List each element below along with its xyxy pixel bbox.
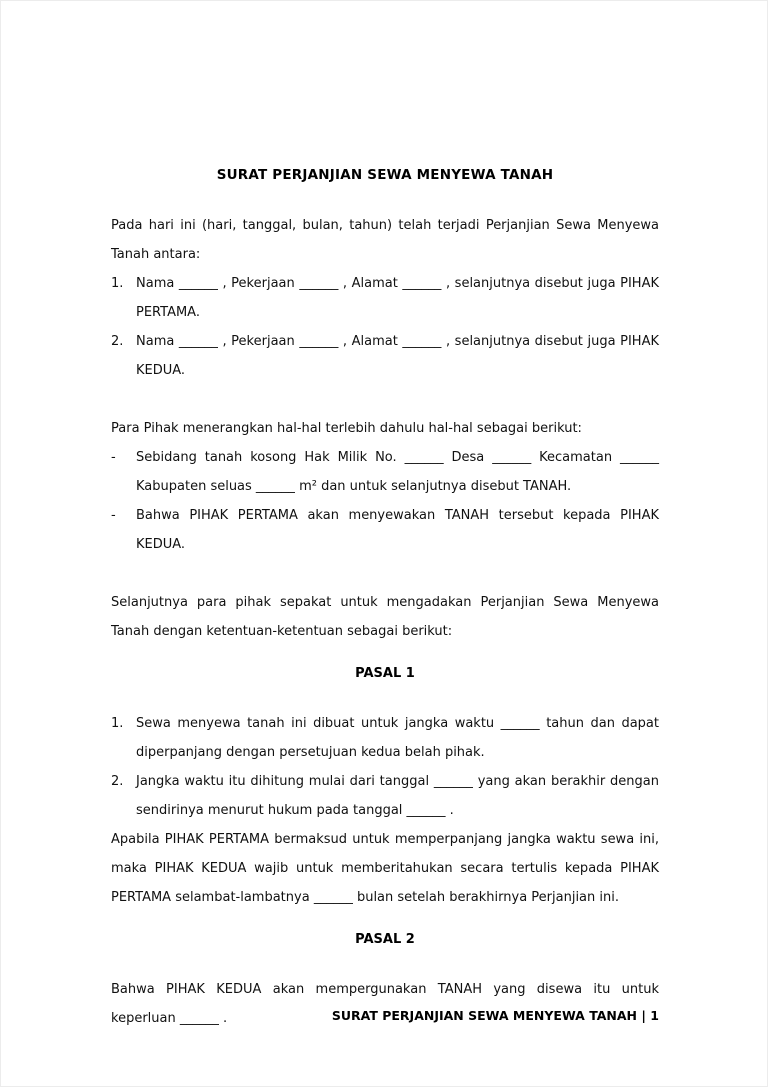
party-item-1 bbox=[111, 269, 659, 327]
party-1-marker: 1. bbox=[111, 276, 124, 291]
pasal-1-item-1-marker: 1. bbox=[111, 716, 124, 731]
recital-item-2 bbox=[111, 501, 659, 559]
party-2-text: Nama ______ , Pekerjaan ______ , Alamat ______ , selanjutnya disebut juga PIHAK KEDUA. bbox=[136, 334, 659, 378]
recital-item-1 bbox=[111, 443, 659, 501]
recital-1-marker: - bbox=[111, 450, 116, 465]
recitals-list bbox=[111, 443, 659, 559]
recital-2-marker: - bbox=[111, 508, 116, 523]
pasal-2-paragraph: Bahwa PIHAK KEDUA akan mempergunakan TANAH yang disewa itu untuk keperluan ______ . bbox=[111, 982, 659, 1026]
party-item-2 bbox=[111, 327, 659, 385]
pasal-2-heading: PASAL 2 bbox=[355, 932, 415, 947]
party-1-text: Nama ______ , Pekerjaan ______ , Alamat ______ , selanjutnya disebut juga PIHAK PERTAMA. bbox=[136, 276, 659, 320]
pasal-1-item-1-text: Sewa menyewa tanah ini dibuat untuk jangka waktu ______ tahun dan dapat diperpanjang dengan persetujuan kedua belah pihak. bbox=[136, 716, 659, 760]
pasal-1-item-2-marker: 2. bbox=[111, 774, 124, 789]
parties-list bbox=[111, 269, 659, 385]
pasal-1-heading: PASAL 1 bbox=[355, 666, 415, 681]
pasal-1-item-1 bbox=[111, 709, 659, 767]
recital-2-text: Bahwa PIHAK PERTAMA akan menyewakan TANAH tersebut kepada PIHAK KEDUA. bbox=[136, 508, 659, 552]
pasal-1-closing-paragraph: Apabila PIHAK PERTAMA bermaksud untuk memperpanjang jangka waktu sewa ini, maka PIHAK KEDUA wajib untuk memberitahukan secara tertulis kepada PIHAK PERTAMA selambat-lambatnya ______ bulan setelah berakhirnya Perjanjian ini. bbox=[111, 832, 659, 905]
pasal-1-item-2-text: Jangka waktu itu dihitung mulai dari tanggal ______ yang akan berakhir dengan sendirinya menurut hukum pada tanggal ______ . bbox=[136, 774, 659, 818]
intro-paragraph: Pada hari ini (hari, tanggal, bulan, tahun) telah terjadi Perjanjian Sewa Menyewa Tanah antara: bbox=[111, 218, 659, 262]
preamble-paragraph: Para Pihak menerangkan hal-hal terlebih dahulu hal-hal sebagai berikut: bbox=[111, 421, 582, 436]
recital-1-text: Sebidang tanah kosong Hak Milik No. ______ Desa ______ Kecamatan ______ Kabupaten seluas ______ m² dan untuk selanjutnya disebut TANAH. bbox=[136, 450, 659, 494]
agreement-intro-paragraph: Selanjutnya para pihak sepakat untuk mengadakan Perjanjian Sewa Menyewa Tanah dengan ketentuan-ketentuan sebagai berikut: bbox=[111, 595, 659, 639]
document-title: SURAT PERJANJIAN SEWA MENYEWA TANAH bbox=[216, 167, 554, 183]
pasal-1-list bbox=[111, 709, 659, 825]
pasal-1-item-2 bbox=[111, 767, 659, 825]
page-footer: SURAT PERJANJIAN SEWA MENYEWA TANAH | 1 bbox=[331, 1008, 659, 1023]
party-2-marker: 2. bbox=[111, 334, 124, 349]
